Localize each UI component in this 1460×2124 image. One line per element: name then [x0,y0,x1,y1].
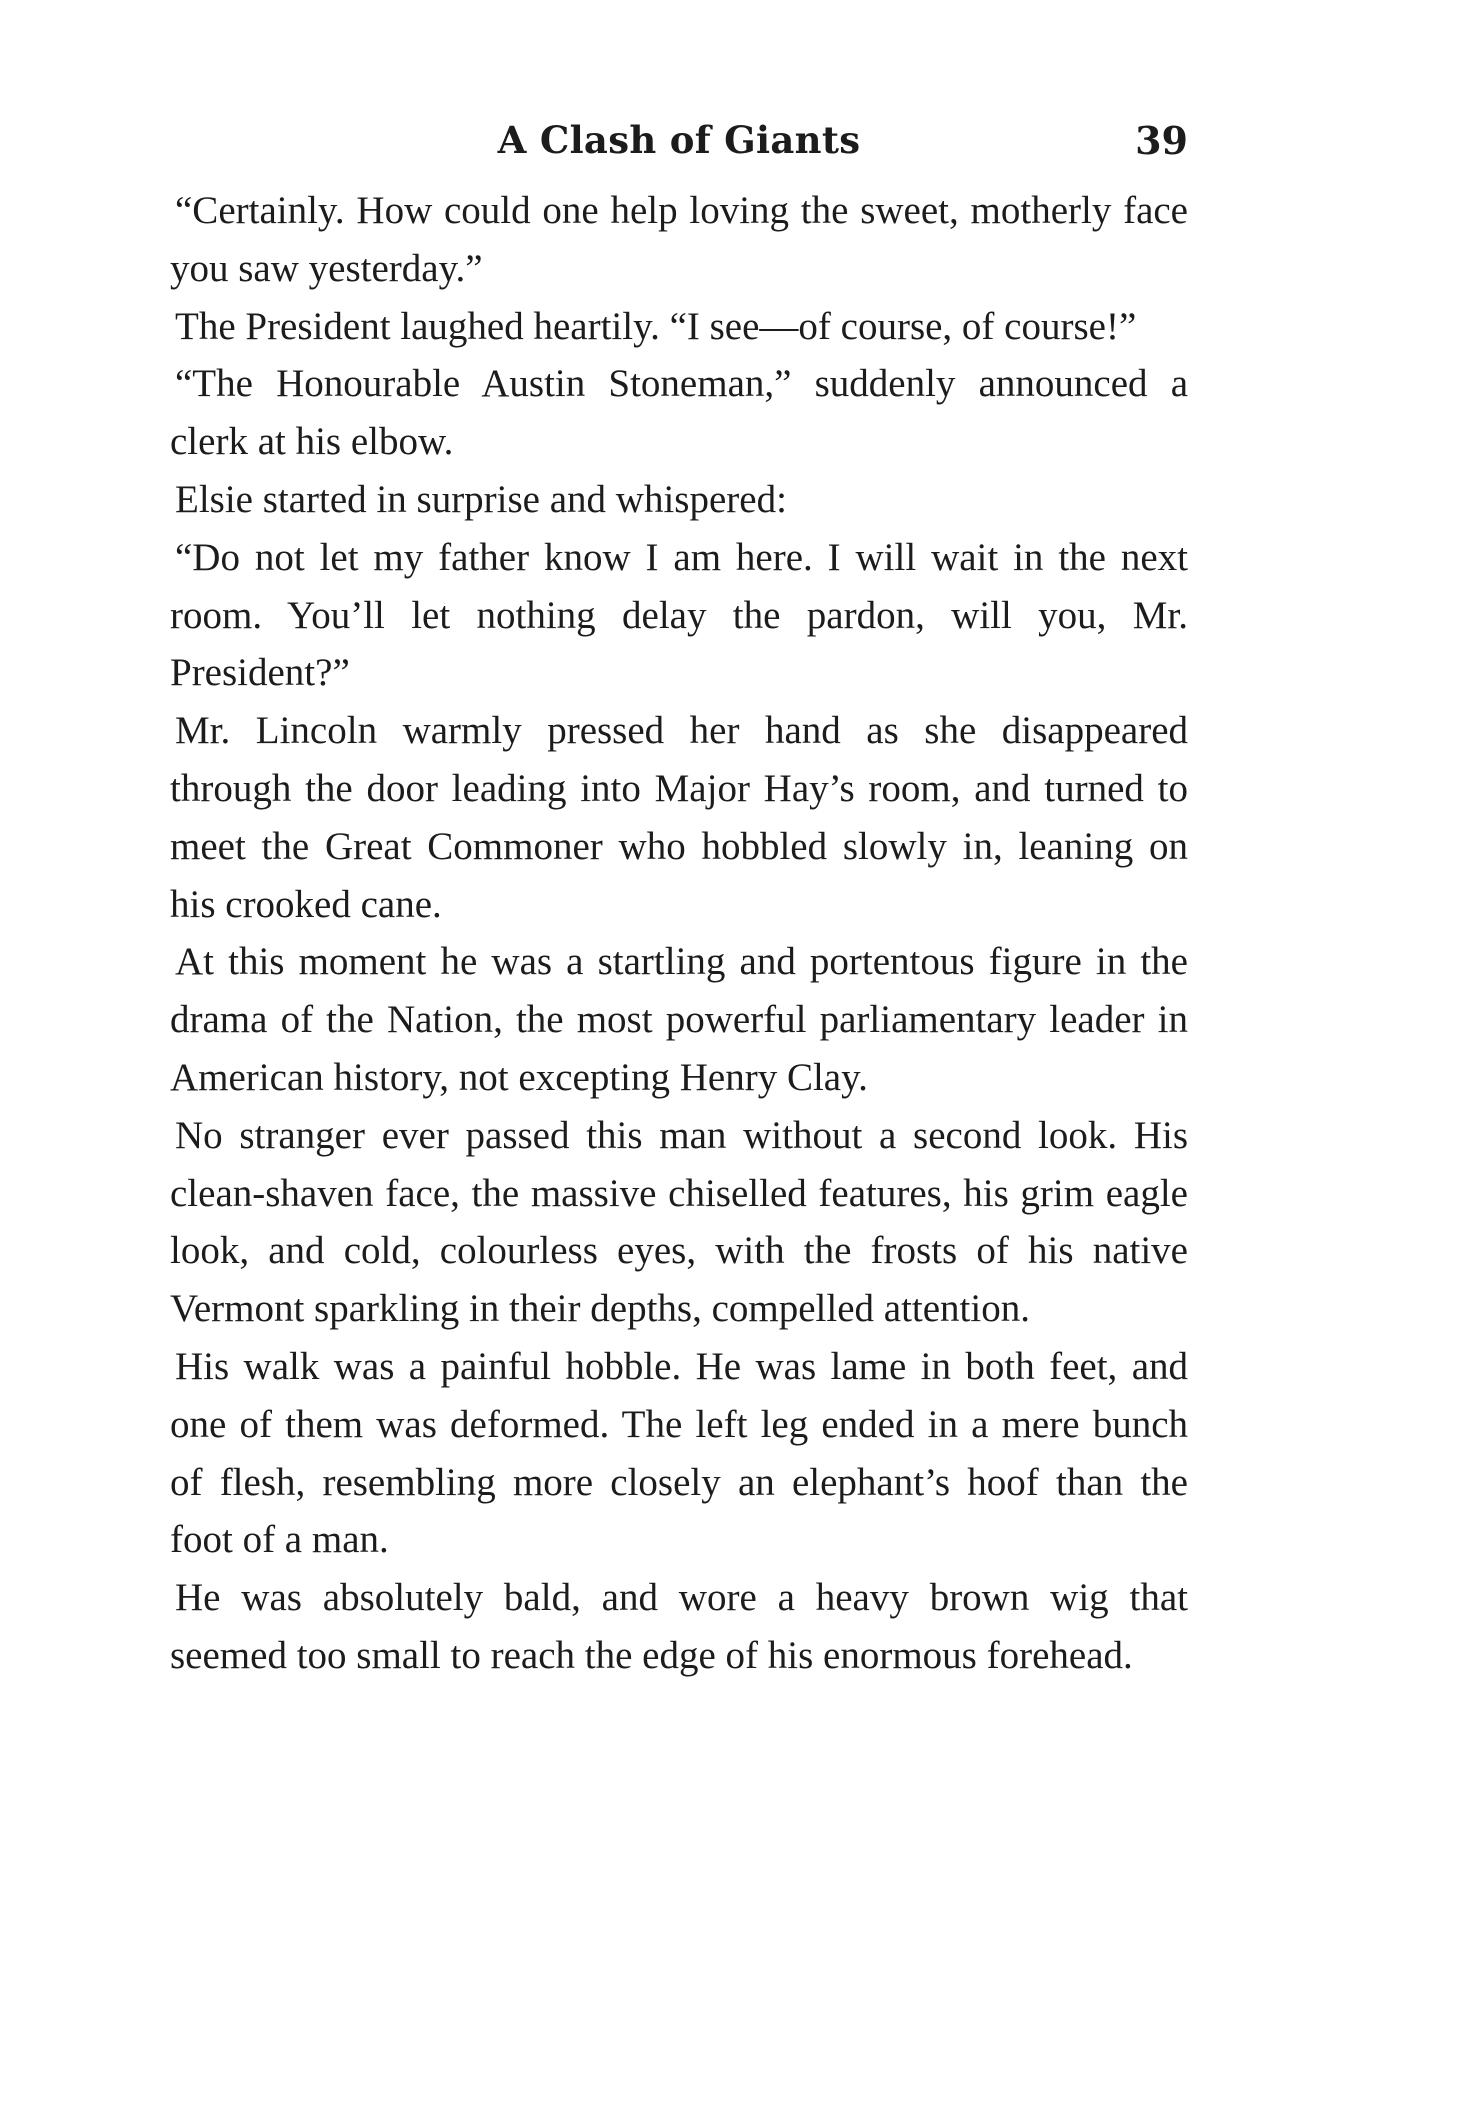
paragraph: Mr. Lincoln warmly pressed her hand as she disappeared through the door leading into Major Hay’s room, and turned to meet the Great Commoner who hobbled slowly in, leaning on his crooked cane. [170,709,1188,926]
page-number: 39 [1135,118,1188,163]
paragraph: “Certainly. How could one help loving the sweet, motherly face you saw yesterday.” [170,189,1188,290]
book-page [170,110,1188,1685]
paragraph: The President laughed heartily. “I see—of course, of course!” [175,304,1137,348]
paragraph: “Do not let my father know I am here. I will wait in the next room. You’ll let nothing delay the pardon, will you, Mr. President?” [170,535,1188,695]
body-text [170,182,1188,1685]
running-header [170,110,1188,182]
paragraph: Elsie started in surprise and whispered: [175,477,787,521]
paragraph: He was absolutely bald, and wore a heavy brown wig that seemed too small to reach the edge of his enormous forehead. [170,1576,1188,1677]
paragraph: His walk was a painful hobble. He was lame in both feet, and one of them was deformed. The left leg ended in a mere bunch of flesh, resembling more closely an elephant’s hoof than the foot of a man. [170,1344,1188,1562]
paragraph: At this moment he was a startling and portentous figure in the drama of the Nation, the most powerful parliamentary leader in American history, not excepting Henry Clay. [170,940,1188,1099]
paragraph: No stranger ever passed this man without a second look. His clean-shaven face, the massive chiselled features, his grim eagle look, and cold, colourless eyes, with the frosts of his native Vermont sparkling in their depths, compelled attention. [170,1113,1188,1331]
running-title: A Clash of Giants [497,118,861,162]
paragraph: “The Honourable Austin Stoneman,” suddenly announced a clerk at his elbow. [170,362,1188,464]
